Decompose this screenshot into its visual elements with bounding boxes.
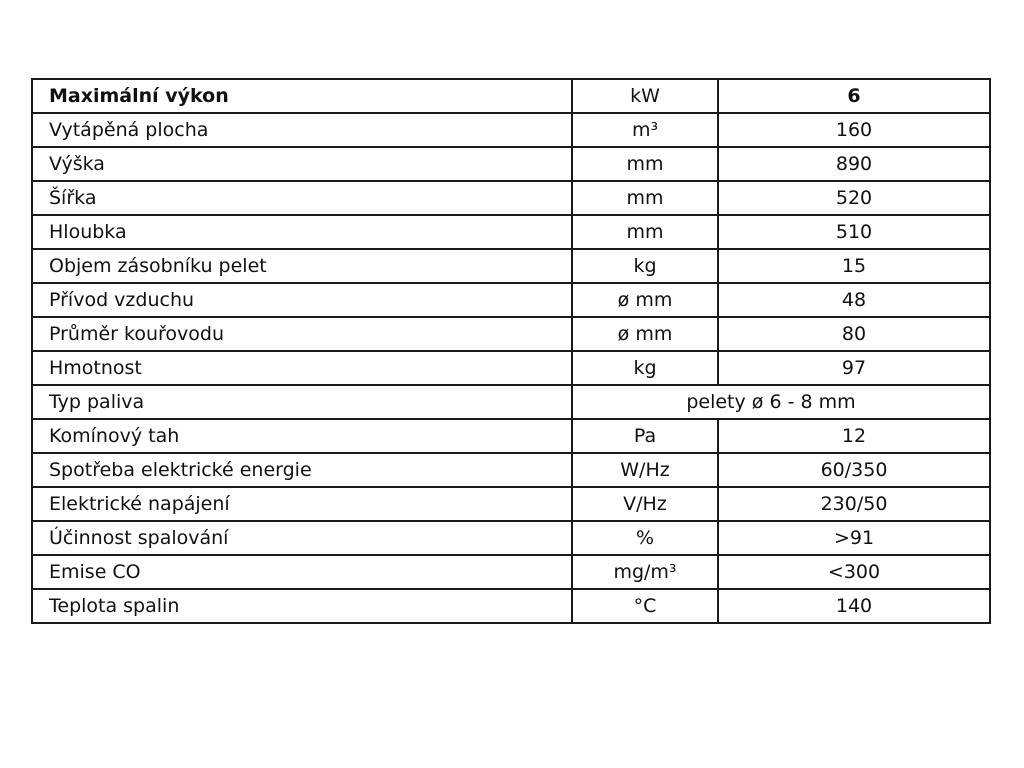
parameter-value: 97 [718, 351, 990, 385]
table-row [32, 113, 990, 147]
parameter-name: Typ paliva [32, 385, 572, 419]
table-row [32, 589, 990, 623]
parameter-name: Teplota spalin [32, 589, 572, 623]
parameter-name: Hmotnost [32, 351, 572, 385]
parameter-name: Vytápěná plocha [32, 113, 572, 147]
table-row [32, 487, 990, 521]
parameter-value: 6 [718, 79, 990, 113]
table-row [32, 317, 990, 351]
parameter-unit: % [572, 521, 718, 555]
parameter-value: 60/350 [718, 453, 990, 487]
parameter-unit: mm [572, 215, 718, 249]
parameter-value: 520 [718, 181, 990, 215]
parameter-value: 510 [718, 215, 990, 249]
table-row [32, 215, 990, 249]
parameter-name: Objem zásobníku pelet [32, 249, 572, 283]
table-row [32, 79, 990, 113]
table-row [32, 249, 990, 283]
parameter-unit: mm [572, 181, 718, 215]
parameter-name: Spotřeba elektrické energie [32, 453, 572, 487]
parameter-value: 160 [718, 113, 990, 147]
table-row [32, 521, 990, 555]
parameter-name: Přívod vzduchu [32, 283, 572, 317]
parameter-unit: mg/m³ [572, 555, 718, 589]
parameter-value: 140 [718, 589, 990, 623]
parameter-name: Výška [32, 147, 572, 181]
parameter-value: 12 [718, 419, 990, 453]
parameter-unit: mm [572, 147, 718, 181]
parameter-unit: ø mm [572, 283, 718, 317]
parameter-unit: kW [572, 79, 718, 113]
table-row [32, 351, 990, 385]
parameter-unit: ø mm [572, 317, 718, 351]
parameter-name: Komínový tah [32, 419, 572, 453]
parameter-name: Hloubka [32, 215, 572, 249]
table-row [32, 555, 990, 589]
parameter-value: 48 [718, 283, 990, 317]
table-row [32, 283, 990, 317]
parameter-unit: kg [572, 351, 718, 385]
specification-table [31, 78, 991, 624]
parameter-unit: kg [572, 249, 718, 283]
parameter-name: Šířka [32, 181, 572, 215]
parameter-value: 230/50 [718, 487, 990, 521]
table-row [32, 385, 990, 419]
parameter-value: 890 [718, 147, 990, 181]
parameter-name: Maximální výkon [32, 79, 572, 113]
parameter-name: Průměr kouřovodu [32, 317, 572, 351]
parameter-unit: m³ [572, 113, 718, 147]
parameter-unit: V/Hz [572, 487, 718, 521]
table-row [32, 419, 990, 453]
parameter-name: Emise CO [32, 555, 572, 589]
parameter-unit: °C [572, 589, 718, 623]
parameter-value: pelety ø 6 - 8 mm [572, 385, 990, 419]
table-row [32, 181, 990, 215]
table-row [32, 147, 990, 181]
parameter-value: 80 [718, 317, 990, 351]
parameter-value: 15 [718, 249, 990, 283]
parameter-value: >91 [718, 521, 990, 555]
parameter-name: Účinnost spalování [32, 521, 572, 555]
parameter-value: <300 [718, 555, 990, 589]
parameter-name: Elektrické napájení [32, 487, 572, 521]
parameter-unit: W/Hz [572, 453, 718, 487]
parameter-unit: Pa [572, 419, 718, 453]
table-row [32, 453, 990, 487]
